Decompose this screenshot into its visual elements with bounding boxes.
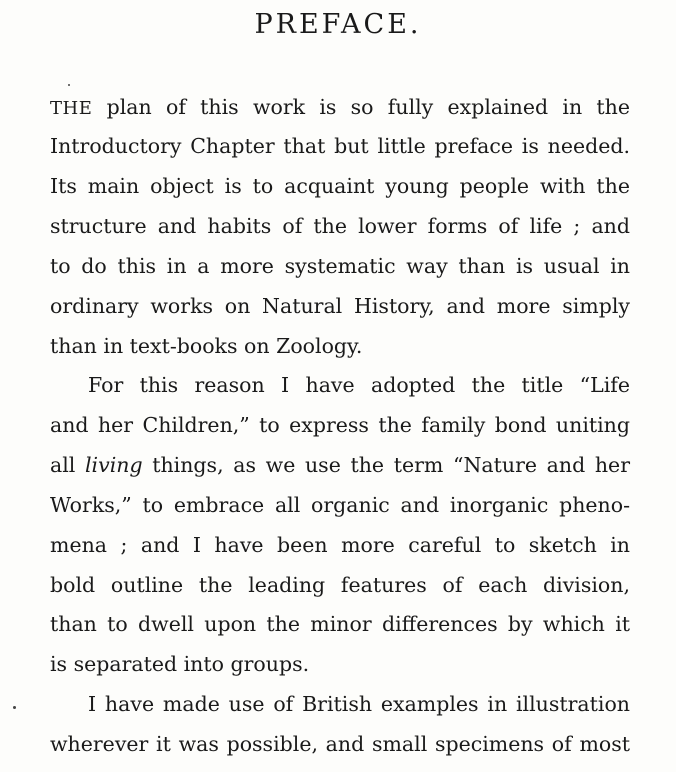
text-line: mena ; and I have been more careful to sketch in [50, 533, 630, 557]
text-line: Works,” to embrace all organic and inorganic pheno- [50, 493, 630, 517]
italic-word: living [85, 453, 143, 477]
text-line: to do this in a more systematic way than is usual in [50, 254, 630, 278]
small-caps-opening-word: THE [50, 98, 93, 119]
text-line [50, 450, 630, 480]
text-line: and her Children,” to express the family bond uniting [50, 413, 630, 437]
text-line: Introductory Chapter that but little preface is needed. [50, 134, 630, 158]
text-line: Its main object is to acquaint young people with the [50, 174, 630, 198]
text-line: than to dwell upon the minor differences by which it [50, 612, 630, 636]
print-speck [68, 84, 70, 86]
print-speck [13, 706, 16, 709]
text-line: structure and habits of the lower forms of life ; and [50, 214, 630, 238]
text-line: I have made use of British examples in illustration [88, 692, 630, 716]
text-line-end: things, as we use the term “Nature and her [142, 453, 630, 477]
text-line: wherever it was possible, and small specimens of most [50, 732, 630, 756]
text-line: than in text-books on Zoology. [50, 334, 363, 358]
text-line: bold outline the leading features of each division, [50, 573, 630, 597]
text-line-start: all [50, 453, 85, 477]
text-line: For this reason I have adopted the title “Life [88, 373, 630, 397]
text-line-rest: plan of this work is so fully explained in the [92, 95, 630, 119]
text-line [50, 92, 630, 124]
text-line: ordinary works on Natural History, and more simply [50, 294, 630, 318]
page-title: PREFACE. [254, 9, 422, 40]
text-line: is separated into groups. [50, 652, 310, 676]
